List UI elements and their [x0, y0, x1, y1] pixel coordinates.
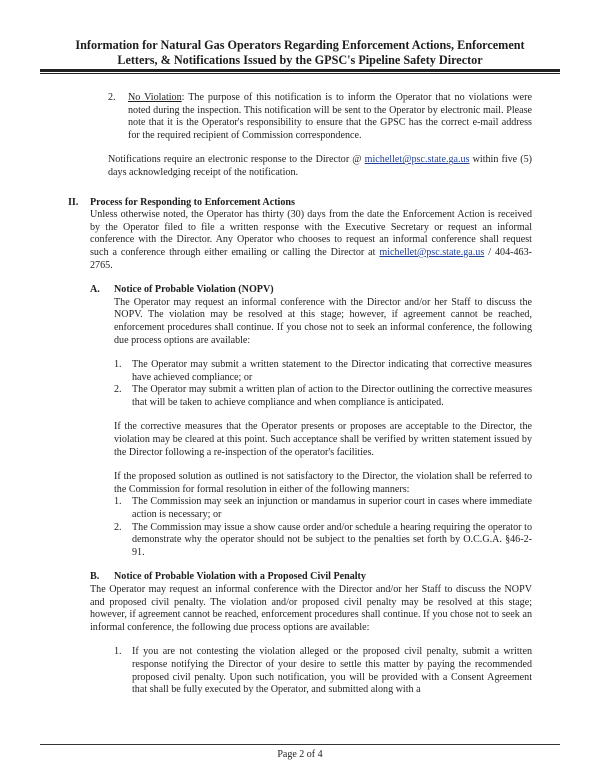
- section-a-heading: A. Notice of Probable Violation (NOPV): [90, 284, 274, 296]
- document-body: [68, 92, 532, 697]
- section-a-title: Notice of Probable Violation (NOPV): [114, 284, 274, 296]
- section-heading-ii: [68, 197, 532, 210]
- notifications-paragraph: Notifications require an electronic response to the Director @ michellet@psc.state.ga.us within five (5) days acknowledging receipt of the notification.: [108, 154, 532, 178]
- option-item: 2. The Operator may submit a written plan of action to the Director outlining the corrective measures that will be taken to achieve compliance and when compliance is anticipated.: [114, 384, 532, 408]
- manner-item: 1. The Commission may seek an injunction or mandamus in superior court in cases where immediate action is necessary; or: [114, 496, 532, 521]
- header-title-line-2: Letters, & Notifications Issued by the GPSC's Pipeline Safety Director: [117, 53, 483, 67]
- section-title: Process for Responding to Enforcement Actions: [90, 196, 295, 208]
- section-b: [90, 571, 532, 696]
- manner-item: 2. The Commission may issue a show cause order and/or schedule a hearing requiring the operator to demonstrate why the operator should not be subject to the penalties set forth by O.C.G.A. §46-2-91.: [114, 521, 532, 558]
- item-no-violation: [108, 92, 532, 142]
- section-b-heading: B. Notice of Probable Violation with a Proposed Civil Penalty: [90, 571, 366, 583]
- footer-rule: [40, 744, 560, 745]
- item-text: : The purpose of this notification is to inform the Operator that no violations were noted during the inspection. This notification will be sent to the Operator by electronic mail. Please note that it is the Operator's responsibility to ensure that the GPSC has the correct e-mail address for the required recipient of Commission correspondence.: [128, 92, 532, 141]
- page-number: Page 2 of 4: [277, 749, 323, 760]
- option-item: 1. The Operator may submit a written statement to the Director indicating that corrective measures have achieved compliance; or: [114, 359, 532, 383]
- header-rule-thin: [40, 73, 560, 74]
- item-title: No Violation: [128, 92, 182, 103]
- section-ii-intro: Unless otherwise noted, the Operator has thirty (30) days from the date the Enforcement Action is received by the Operator filed to file a written response with the Executive Secretary or request an informal conference with the Director. Any Operator who chooses to request an informal conference shall request such a conference through either emailing or calling the Director at michellet@psc.state.ga.us / 404-463-2765.: [90, 209, 532, 271]
- section-b-intro: The Operator may request an informal conference with the Director and/or her Staff to discuss the NOPV and proposed civil penalty. The violation and/or proposed civil penalty may be resolved at this stage; however, if agreement cannot be reached, enforcement procedures shall continue. If you chose not to seek an informal conference, the following due process options are available:: [90, 584, 532, 633]
- section-a: [90, 284, 532, 559]
- option-item: 1. If you are not contesting the violation alleged or the proposed civil penalty, submit a written response notifying the Director of your desire to settle this matter by paying the recommended proposed civil penalty. Upon such notification, you will be provided with a Consent Agreement that shall be fully executed by the Operator, and submitted along with a: [114, 646, 532, 696]
- director-email-link-2[interactable]: michellet@psc.state.ga.us: [379, 246, 485, 258]
- director-email-link[interactable]: michellet@psc.state.ga.us: [364, 154, 470, 166]
- page-header: [40, 38, 560, 68]
- section-a-paragraph-2: If the corrective measures that the Operator presents or proposes are acceptable to the Director, the violation may be cleared at this point. Such acceptance shall be verified by written statement issued by the Director following a re-inspection of the operator's facilities.: [114, 421, 532, 458]
- header-title-line-1: Information for Natural Gas Operators Regarding Enforcement Actions, Enforcement: [75, 38, 525, 52]
- section-b-title: Notice of Probable Violation with a Proposed Civil Penalty: [114, 571, 366, 583]
- header-rule-thick: [40, 69, 560, 72]
- section-number: II.: [68, 196, 79, 208]
- section-a-intro: The Operator may request an informal conference with the Director and/or her Staff to discuss the NOPV. The violation may be resolved at this stage; however, if agreement cannot be reached, enforcement procedures shall continue. If you chose not to seek an informal conference, the following due process options are available:: [114, 296, 532, 346]
- section-a-paragraph-3: If the proposed solution as outlined is not satisfactory to the Director, the violation shall be referred to the Commission for formal resolution in either of the following manners:: [114, 471, 532, 495]
- item-number: 2.: [108, 92, 116, 103]
